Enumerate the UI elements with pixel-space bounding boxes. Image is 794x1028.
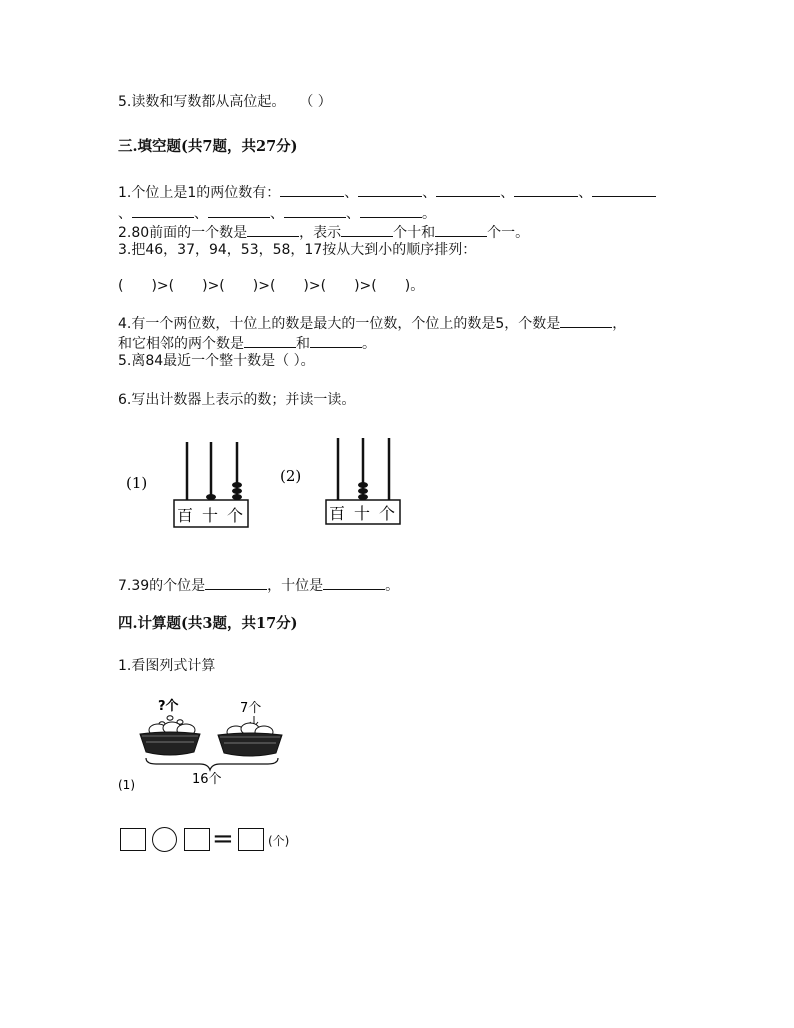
q1-text: 1.个位上是1的两位数有： [118, 185, 281, 201]
total-count-label: 16个 [192, 772, 222, 787]
operator-circle[interactable] [152, 827, 177, 852]
ordering-chain[interactable]: ( )>( )>( )>( )>( )>( )。 [118, 278, 425, 294]
answer-blank[interactable] [244, 333, 296, 348]
fill-question-1-cont: 、 、 、 、 。 [118, 203, 436, 223]
fill-question-4-cont: 和它相邻的两个数是 和 。 [118, 333, 376, 353]
answer-blank[interactable] [592, 182, 656, 197]
abacus-figures [110, 430, 430, 540]
place-ones: 个 [379, 504, 396, 523]
place-ones: 个 [227, 506, 244, 525]
basket-left [140, 722, 200, 755]
basket-right [218, 723, 282, 756]
abacus-bead [232, 494, 242, 500]
answer-blank[interactable] [323, 575, 385, 590]
fill-question-3: 3.把46，37，94，53，58，17按从大到小的顺序排列： [118, 242, 477, 258]
answer-blank[interactable] [205, 575, 267, 590]
place-hundreds: 百 [329, 504, 346, 523]
answer-blank[interactable] [436, 182, 500, 197]
answer-blank[interactable] [132, 203, 194, 218]
answer-blank[interactable] [358, 182, 422, 197]
result-box[interactable] [238, 828, 264, 851]
answer-blank[interactable] [560, 313, 612, 328]
unknown-count-label: ?个 [158, 699, 179, 714]
judge-question-5: 5.读数和写数都从高位起。 （ ） [118, 94, 332, 110]
answer-blank[interactable] [360, 203, 422, 218]
answer-blank[interactable] [284, 203, 346, 218]
place-tens: 十 [354, 504, 371, 523]
abacus-bead [358, 494, 368, 500]
abacus-bead [232, 482, 242, 488]
equals-sign: = [212, 824, 234, 854]
answer-blank[interactable] [514, 182, 578, 197]
number-box[interactable] [120, 828, 146, 851]
place-tens: 十 [202, 506, 219, 525]
fill-question-7: 7.39的个位是 ，十位是 。 [118, 575, 399, 595]
fill-question-5: 5.离84最近一个整十数是（ ）。 [118, 353, 315, 369]
answer-blank[interactable] [310, 333, 362, 348]
number-box[interactable] [184, 828, 210, 851]
equation-template [118, 826, 318, 856]
answer-blank[interactable] [280, 182, 344, 197]
figure-label: (1) [118, 778, 135, 792]
abacus-1 [174, 442, 248, 527]
abacus-bead [358, 488, 368, 494]
abacus-bead [232, 488, 242, 494]
fill-question-4: 4.有一个两位数，十位上的数是最大的一位数，个位上的数是5，个数是 ， [118, 313, 626, 333]
place-hundreds: 百 [177, 506, 194, 525]
section-3-heading: 三.填空题(共7题，共27分) [118, 138, 298, 155]
section-4-heading: 四.计算题(共3题，共17分) [118, 615, 298, 632]
abacus-2 [326, 438, 400, 524]
answer-blank[interactable] [435, 222, 487, 237]
calc-question-1: 1.看图列式计算 [118, 658, 216, 674]
fill-question-2: 2.80前面的一个数是 ，表示 个十和 个一。 [118, 222, 529, 242]
answer-blank[interactable] [247, 222, 299, 237]
fill-question-6: 6.写出计数器上表示的数；并读一读。 [118, 392, 356, 408]
fill-question-1: 1.个位上是1的两位数有： 、 、 、 、 [118, 182, 656, 202]
egg-baskets-picture [112, 692, 302, 797]
abacus-2-beads [358, 482, 368, 500]
abacus-label-2: (2) [280, 467, 302, 485]
abacus-label-1: (1) [126, 474, 148, 492]
abacus-bead [206, 494, 216, 500]
abacus-bead [358, 482, 368, 488]
answer-blank[interactable] [208, 203, 270, 218]
unit-label: (个) [268, 834, 290, 848]
answer-blank[interactable] [341, 222, 393, 237]
total-brace [146, 758, 278, 770]
known-count-label: 7个 [240, 701, 262, 716]
